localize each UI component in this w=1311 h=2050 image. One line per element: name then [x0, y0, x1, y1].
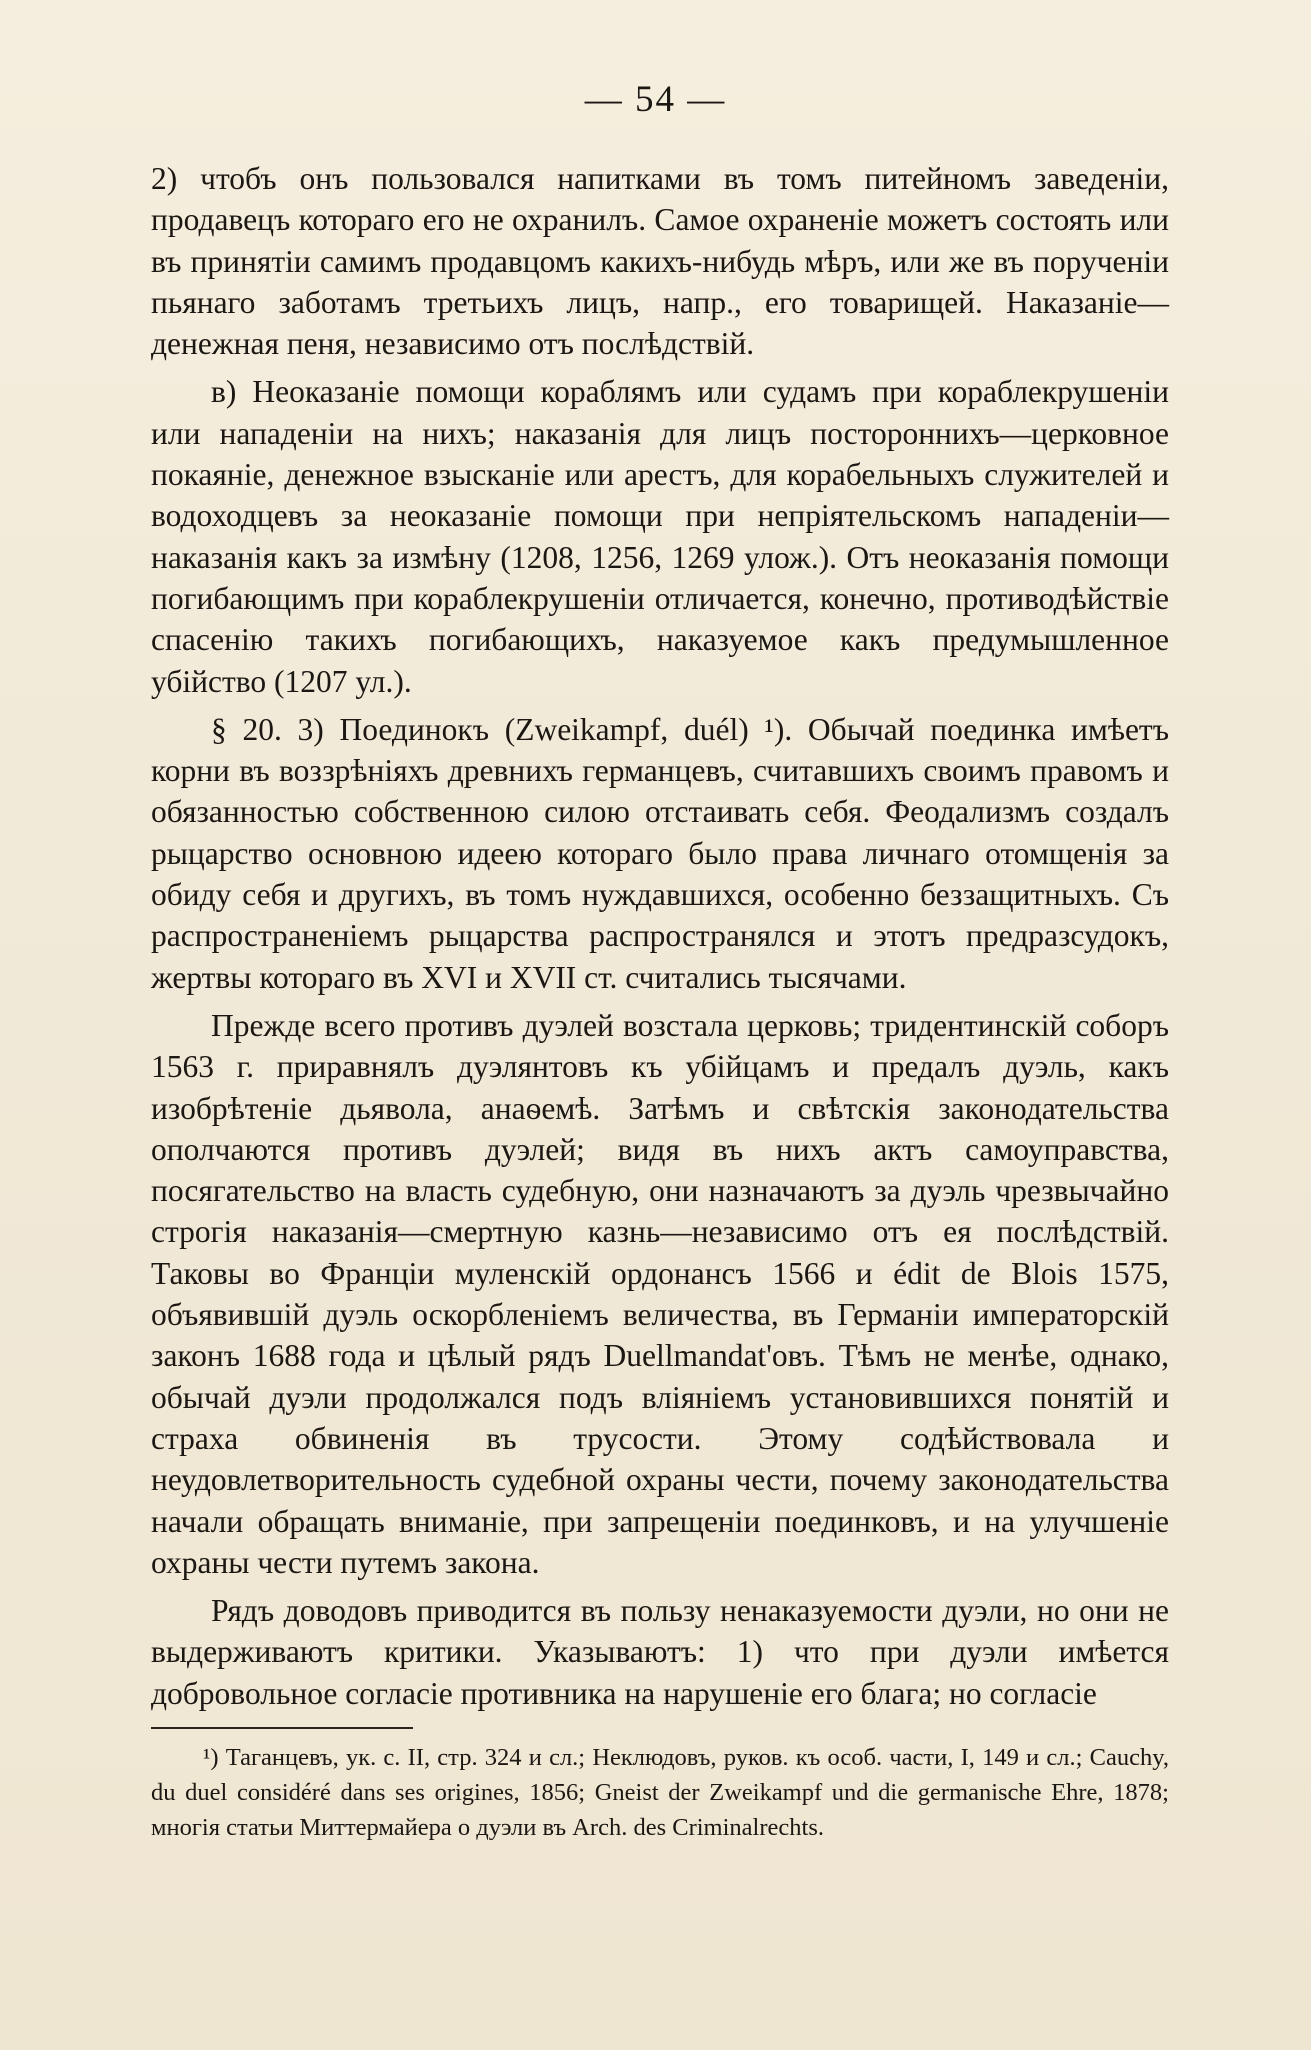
- footnote-divider: [151, 1727, 413, 1729]
- footnotes: [151, 1740, 1169, 1845]
- footnote-1: ¹) Таганцевъ, ук. с. II, стр. 324 и сл.; Неклюдовъ, руков. къ особ. части, I, 149 и сл.; Cauchy, du duel considéré dans ses origines, 1856; Gneist der Zweikampf und die germanische Ehre, 1878; многія статьи Миттермайера о дуэли въ Arch. des Criminalrechts.: [151, 1744, 1169, 1841]
- paragraph-intro: 2) чтобъ онъ пользовался напитками въ томъ питейномъ заведеніи, продавецъ котораго его не охранилъ. Самое охраненіе можетъ состоять или въ принятіи самимъ продавцомъ какихъ-нибудь мѣръ, или же въ порученіи пьянаго заботамъ третьихъ лицъ, напр., его товарищей. Наказаніе—денежная пеня, независимо отъ послѣдствій.: [151, 161, 1169, 362]
- paragraph-ship-assistance: в) Неоказаніе помощи кораблямъ или судамъ при кораблекрушеніи или нападеніи на нихъ; наказанія для лицъ постороннихъ—церковное покаяніе, денежное взысканіе или арестъ, для корабельныхъ служителей и водоходцевъ за неоказаніе помощи при непріятельскомъ нападеніи—наказанія какъ за измѣну (1208, 1256, 1269 улож.). Отъ неоказанія помощи погибающимъ при кораблекрушеніи отличается, конечно, противодѣйствіе спасенію такихъ погибающихъ, наказуемое какъ предумышленное убійство (1207 ул.).: [151, 374, 1169, 699]
- page-number-header: — 54 —: [584, 79, 727, 120]
- paragraph-church-history: Прежде всего противъ дуэлей возстала церковь; тридентинскій соборъ 1563 г. приравнялъ дуэлянтовъ къ убійцамъ и предалъ дуэль, какъ изобрѣтеніе дьявола, анаѳемѣ. Затѣмъ и свѣтскія законодательства ополчаются противъ дуэлей; видя въ нихъ актъ самоуправства, посягательство на власть судебную, они назначаютъ за дуэль чрезвычайно строгія наказанія—смертную казнь—независимо отъ ея послѣдствій. Таковы во Франціи муленскій ордонансъ 1566 и édit de Blois 1575, объявившій дуэль оскорбленіемъ величества, въ Германіи императорскій законъ 1688 года и цѣлый рядъ Duellmandat'овъ. Тѣмъ не менѣе, однако, обычай дуэли продолжался подъ вліяніемъ установившихся понятій и страха обвиненія въ трусости. Этому содѣйствовала и неудовлетворительность судебной охраны чести, почему законодательства начали обращать вниманіе, при запрещеніи поединковъ, и на улучшеніе охраны чести путемъ закона.: [151, 1007, 1169, 1580]
- main-text: [151, 158, 1169, 1721]
- paragraph-duel-section: § 20. 3) Поединокъ (Zweikampf, duél) ¹). Обычай поединка имѣетъ корни въ воззрѣніяхъ древнихъ германцевъ, считавшихъ своимъ правомъ и обязанностью собственною силою отстаивать себя. Феодализмъ создалъ рыцарство основною идеею котораго было права личнаго отомщенія за обиду себя и другихъ, въ томъ нуждавшихся, особенно беззащитныхъ. Съ распространеніемъ рыцарства распространялся и этотъ предразсудокъ, жертвы котораго въ XVI и XVII ст. считались тысячами.: [151, 711, 1169, 995]
- paragraph-arguments: Рядъ доводовъ приводится въ пользу ненаказуемости дуэли, но они не выдерживаютъ критики. Указываютъ: 1) что при дуэли имѣется добровольное согласіе противника на нарушеніе его блага; но согласіе: [151, 1593, 1169, 1711]
